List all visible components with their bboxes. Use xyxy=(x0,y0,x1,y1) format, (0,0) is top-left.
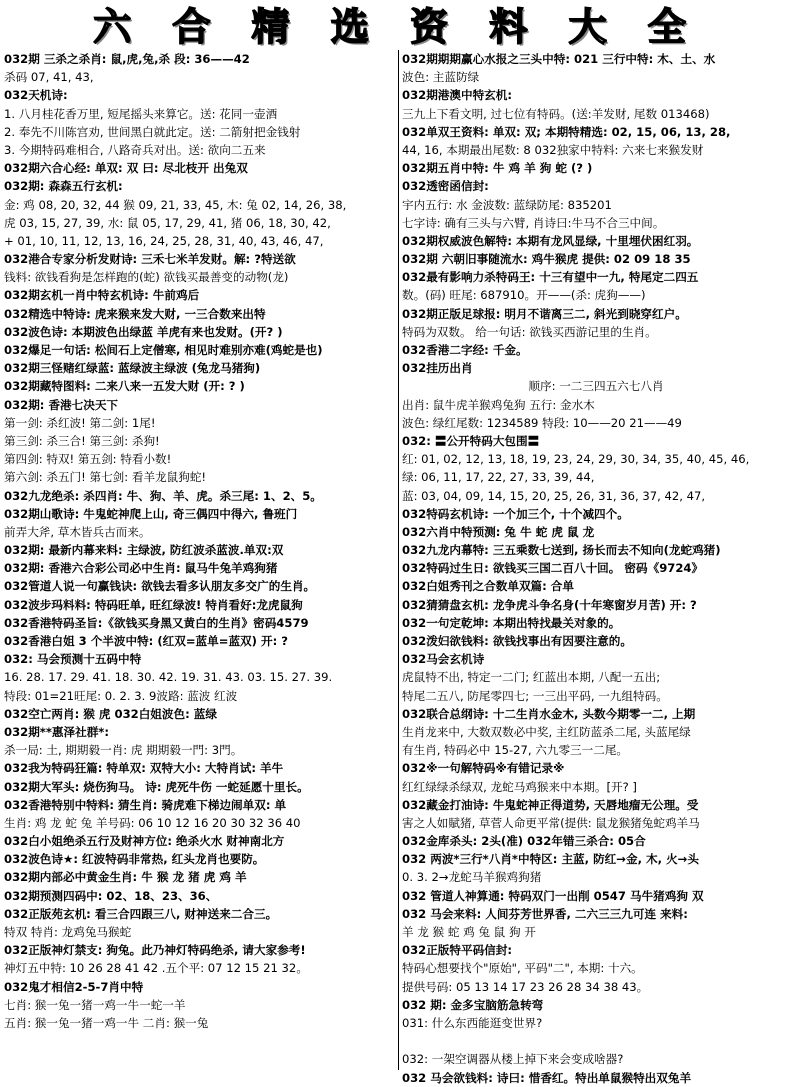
text-line xyxy=(402,1032,790,1050)
left-column xyxy=(4,50,394,1070)
text-line: 44, 16, 本期最出尾数: 8 032独家中特料: 六来七来猴发财 xyxy=(402,142,704,157)
text-line: 032九龙绝杀: 杀四肖: 牛、狗、羊、虎。杀三尾: 1、2、5。 xyxy=(4,488,322,503)
text-line: 16. 28. 17. 29. 41. 18. 30. 42. 19. 31. 43. 03. 15. 27. 39. xyxy=(4,670,333,685)
text-line: 032透密函信封: xyxy=(402,179,489,194)
text-line: 顺序: 一二三四五六七八肖 xyxy=(528,379,664,394)
text-line: 032正版苑玄机: 看三合四跟三八, 财神送来二合三。 xyxy=(4,906,278,921)
text-line: 032九龙内幕特: 三五乘数七送到, 扬长而去不知向(龙蛇鸡猪) xyxy=(402,543,721,558)
text-line: 032期五肖中特: 牛 鸡 羊 狗 蛇 (? ) xyxy=(402,161,593,176)
text-line: 032: 马会预测十五码中特 xyxy=(4,652,142,667)
text-line: 032香港白姐 3 个半波中特: (红双=蓝单=蓝双) 开: ? xyxy=(4,634,288,648)
text-line: 生肖龙来中, 大数双数必中奖, 主红防蓝杀二尾, 头蓝尾绿 xyxy=(402,724,691,739)
column-divider xyxy=(398,50,399,1070)
text-line: 特码心想要找个"原始", 平码"二", 本期: 十六。 xyxy=(402,961,643,976)
text-line: 杀一局: 土, 期期毅一肖: 虎 期期毅一門: 3門。 xyxy=(4,743,243,758)
text-line: 032 马会欲钱料: 诗曰: 惜香红。特出单鼠猴特出双兔羊 xyxy=(402,1070,692,1085)
text-line: 032期: 森森五行玄机: xyxy=(4,179,123,194)
right-column xyxy=(402,50,790,1085)
text-line: + 01, 10, 11, 12, 13, 16, 24, 25, 28, 31, 40, 43, 46, 47, xyxy=(4,233,324,248)
text-line: 提供号码: 05 13 14 17 23 26 28 34 38 43。 xyxy=(402,979,649,994)
text-line: 032期藏特图料: 二来八来一五发大财 (开: ? ) xyxy=(4,379,245,394)
text-line: 红: 01, 02, 12, 13, 18, 19, 23, 24, 29, 30, 34, 35, 40, 45, 46, xyxy=(402,452,750,467)
text-line: 032空亡两肖: 猴 虎 032白姐波色: 蓝绿 xyxy=(4,706,217,721)
text-line: 1. 八月桂花香万里, 短尾摇头来算它。送: 花同一壶酒 xyxy=(4,106,278,121)
text-line: 032泼妇欲钱料: 欲钱找事出有因要注意的。 xyxy=(402,634,632,648)
text-line: 032单双王资料: 单双: 双; 本期特精选: 02, 15, 06, 13, 28, xyxy=(402,124,731,139)
text-line: 七肖: 猴一兔一猪一鸡一牛一蛇一羊 xyxy=(4,997,186,1012)
text-line: 032联合总纲诗: 十二生肖水金木, 头数今期零一二, 上期 xyxy=(402,706,696,721)
text-line: 第三剑: 杀三合! 第三剑: 杀狗! xyxy=(4,433,160,448)
text-line: 2. 奉先不川陈宫劝, 世间黑白就此定。送: 二箭射把金钱射 xyxy=(4,124,301,139)
text-line: 032期期期赢心水报之三头中特: 021 三行中特: 木、土、水 xyxy=(402,52,716,66)
text-line: 032我为特码狂篇: 特单双: 双特大小: 大特肖试: 羊牛 xyxy=(4,761,284,776)
text-line: 032藏金打油诗: 牛鬼蛇神正得道势, 天唇地瘤无公理。受 xyxy=(402,797,699,812)
text-line: 有生肖, 特码必中 15-27, 六九零三一二尾。 xyxy=(402,743,629,758)
text-line: 032鬼才相信2-5-7肖中特 xyxy=(4,979,144,994)
page-title: 六 合 精 选 资 料 大 全 xyxy=(93,4,700,49)
text-line: 前弄大斧, 草木皆兵古而来。 xyxy=(4,524,151,539)
text-line: 032 两波*三行*八肖*中特区: 主蓝, 防红→金, 木, 火→头 xyxy=(402,852,699,867)
text-line: 032精选中特诗: 虎来猴来发大财, 一三合数来出特 xyxy=(4,306,266,321)
text-line: 钱料: 欲钱看狗是怎样跑的(蛇) 欲钱买最善变的动物(龙) xyxy=(4,270,289,285)
text-line: 特码为双数。 给一句话: 欲钱买西游记里的生肖。 xyxy=(402,324,657,339)
text-line: 032期: 最新内幕来料: 主绿波, 防红波杀蓝波.单双:双 xyxy=(4,543,284,558)
text-line: 032挂历出肖 xyxy=(402,361,473,376)
text-line: 032期预测四码中: 02、18、23、36、 xyxy=(4,888,218,903)
text-line: 032期大军头: 烧伤狗马。 诗: 虎死牛伤 一蛇延愿十里长。 xyxy=(4,779,309,794)
text-line: 第六剑: 杀五门! 第七剑: 看羊龙鼠狗蛇! xyxy=(4,470,207,485)
text-line: 031: 什么东西能逛变世界? xyxy=(402,1015,543,1030)
text-line: 032 马会来料: 人间芬芳世界香, 二六三三九可连 来料: xyxy=(402,906,688,921)
text-line: 032特码玄机诗: 一个加三个, 十个减四个。 xyxy=(402,506,629,521)
text-line: 绿: 06, 11, 17, 22, 27, 33, 39, 44, xyxy=(402,470,595,485)
text-line: 032※一句解特码※有错记录※ xyxy=(402,761,565,776)
text-line: 032期权威波色解特: 本期有龙风显绿, 十里埋伏困红羽。 xyxy=(402,233,699,248)
text-line: 032港合专家分析发财诗: 三禾七米羊发财。解: ?特送欲 xyxy=(4,252,296,267)
text-line: 032六肖中特预测: 兔 牛 蛇 虎 鼠 龙 xyxy=(402,524,595,539)
text-line: 特段: 01=21旺尾: 0. 2. 3. 9波路: 蓝波 红波 xyxy=(4,688,238,703)
text-line: 蓝: 03, 04, 09, 14, 15, 20, 25, 26, 31, 36, 37, 42, 47, xyxy=(402,488,706,503)
text-line: 032 管道人神算通: 特码双门一出削 0547 马牛猪鸡狗 双 xyxy=(402,888,704,903)
text-line: 害之人如賦猪, 草菅人命更平常(提供: 鼠龙猴猪兔蛇鸡羊马 xyxy=(402,815,700,830)
text-line: 特尾二五八, 防尾零四七; 一三出平码, 一九组特码。 xyxy=(402,688,668,703)
text-line: 三九上下看文明, 过七位有特码。(送:羊发财, 尾数 013468) xyxy=(402,106,710,121)
text-line: 032猜猜盘玄机: 龙争虎斗争名身(十年寒窗岁月苦) 开: ? xyxy=(402,597,697,612)
text-line: 032香港特码圣旨:《欲钱买身黑又黄白的生肖》密码4579 xyxy=(4,615,309,630)
text-line: 032白小姐绝杀五行及财神方位: 绝杀火水 财神南北方 xyxy=(4,834,285,849)
text-line: 032期: 香港七决天下 xyxy=(4,397,119,412)
text-line: 032期内部必中黄金生肖: 牛 猴 龙 猪 虎 鸡 羊 xyxy=(4,870,247,885)
text-line: 第四剑: 特双! 第五剑: 特看小数! xyxy=(4,452,172,467)
text-line: 第一剑: 杀红波! 第二剑: 1尾! xyxy=(4,415,156,430)
text-line: 七字诗: 确有三头与六臂, 肖诗曰:牛马不合三中间。 xyxy=(402,215,665,230)
text-line: 032金库杀头: 2头(准) 032年错三杀合: 05合 xyxy=(402,834,646,849)
text-line: 032期 三杀之杀肖: 鼠,虎,兔,杀 段: 36——42 xyxy=(4,52,250,66)
text-line: 032期山歌诗: 牛鬼蛇神爬上山, 奇三偶四中得六, 鲁班门 xyxy=(4,506,298,521)
text-line: 数。(码) 旺尾: 687910。开——(杀: 虎狗——) xyxy=(402,288,646,303)
text-line: 波色: 绿红尾数: 1234589 特段: 10——20 21——49 xyxy=(402,415,682,430)
text-line: 032期港澳中特玄机: xyxy=(402,88,512,103)
text-line: 生肖: 鸡 龙 蛇 兔 羊号码: 06 10 12 16 20 30 32 36 40 xyxy=(4,815,301,830)
text-line: 032正版神灯禁支: 狗兔。此乃神灯特码绝杀, 请大家参考! xyxy=(4,943,306,958)
text-line: 金: 鸡 08, 20, 32, 44 猴 09, 21, 33, 45, 木: 兔 02, 14, 26, 38, xyxy=(4,197,347,212)
text-line: 3. 今期特码难相合, 八路奇兵对出。送: 欲向二五来 xyxy=(4,142,266,157)
text-line: 神灯五中特: 10 26 28 41 42 .五个平: 07 12 15 21 32。 xyxy=(4,961,308,976)
text-line: 032管道人说一句赢钱诀: 欲钱去看多认朋友多交广的生肖。 xyxy=(4,579,316,594)
text-line: 032白姐秀刊之合数单双篇: 合单 xyxy=(402,579,574,594)
text-line: 特双 特肖: 龙鸡兔马猴蛇 xyxy=(4,925,132,939)
text-line: 0. 3. 2→龙蛇马羊猴鸡狗猪 xyxy=(402,870,542,885)
text-line: 032正版特平码信封: xyxy=(402,943,512,958)
text-line: 032 期: 金多宝脑筋急转弯 xyxy=(402,997,544,1012)
text-line: 032期三怪赌红绿蓝: 蓝绿波主绿波 (兔龙马猪狗) xyxy=(4,361,261,376)
text-line: 032马会玄机诗 xyxy=(402,652,485,667)
text-line: 032一句定乾坤: 本期出特找最关对象的。 xyxy=(402,615,621,630)
text-line: 032: 一架空调器从楼上掉下来会变成啥器? xyxy=(402,1052,624,1067)
text-line: 032期玄机一肖中特玄机诗: 牛前鸡后 xyxy=(4,288,200,303)
text-line: 五肖: 猴一兔一猪一鸡一牛 二肖: 猴一兔 xyxy=(4,1015,209,1030)
text-line: 032香港特别中特料: 猜生肖: 骑虎难下梯边闹单双: 单 xyxy=(4,797,287,812)
text-line: 虎鼠特不出, 特定一二门; 红蓝出本期, 八配一五出; xyxy=(402,670,661,685)
text-line: 032: 〓公开特码大包围〓 xyxy=(402,433,540,448)
text-line: 羊 龙 猴 蛇 鸡 兔 鼠 狗 开 xyxy=(402,925,536,939)
text-line: 032香港二字经: 千金。 xyxy=(402,343,528,357)
text-line: 红红绿绿杀绿双, 龙蛇马鸡猴来中本期。[开? ] xyxy=(402,779,637,794)
text-line: 032爆足一句话: 松间石上定僧寒, 相见时难别亦难(鸡蛇是也) xyxy=(4,343,323,357)
text-line: 032最有影响力杀特码王: 十三有望中一九, 特尾定二四五 xyxy=(402,270,699,285)
text-line: 032天机诗: xyxy=(4,88,68,103)
text-line: 出肖: 鼠牛虎羊猴鸡兔狗 五行: 金水木 xyxy=(402,397,595,412)
text-line: 032特码过生日: 欲钱买三国二百八十回。 密码《9724》 xyxy=(402,561,704,576)
text-line: 虎 03, 15, 27, 39, 水: 鼠 05, 17, 29, 41, 猪 06, 18, 30, 42, xyxy=(4,215,331,230)
text-line: 宇内五行: 水 金波数: 蓝绿防尾: 835201 xyxy=(402,197,612,212)
text-line: 032期正版足球报: 明月不谐离三二, 斜光到晓穿红户。 xyxy=(402,306,687,321)
text-line: 波色: 主蓝防绿 xyxy=(402,70,480,85)
text-line: 032期**惠泽社群*: xyxy=(4,724,109,739)
text-line: 032期: 香港六合彩公司必中生肖: 鼠马牛兔羊鸡狗猪 xyxy=(4,561,278,576)
text-line: 032波步玛料料: 特码旺单, 旺红绿波! 特肖看好:龙虎鼠狗 xyxy=(4,597,303,612)
text-line: 032期六合心经: 单双: 双 曰: 尽北枝开 出兔双 xyxy=(4,161,248,176)
text-line: 杀码 07, 41, 43, xyxy=(4,70,94,85)
text-line: 032期 六朝旧事随流水: 鸡牛猴虎 提供: 02 09 18 35 xyxy=(402,252,691,267)
text-line: 032波色诗★: 红波特码非常热, 红头龙肖也要防。 xyxy=(4,852,265,867)
text-line: 032波色诗: 本期波色出绿蓝 羊虎有来也发财。(开? ) xyxy=(4,324,283,339)
